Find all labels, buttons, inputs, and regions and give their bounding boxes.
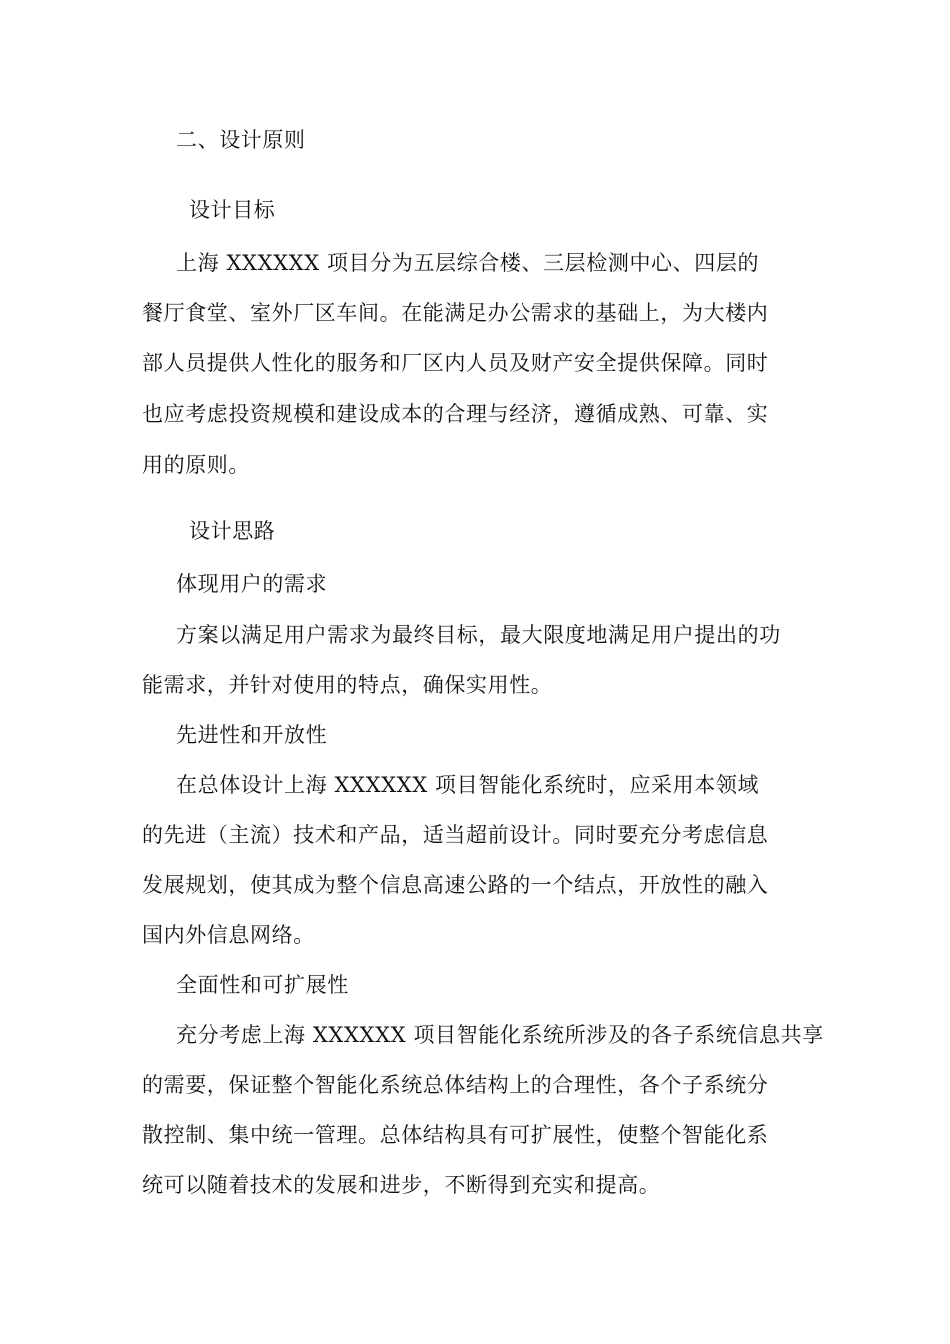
paragraph-line: 国内外信息网络。: [142, 923, 315, 947]
subsection-title-design-approach: 设计思路: [189, 519, 276, 543]
paragraph-line: 充分考虑上海 XXXXXX 项目智能化系统所涉及的各子系统信息共享: [176, 1023, 824, 1047]
paragraph-line: 上海 XXXXXX 项目分为五层综合楼、三层检测中心、四层的: [176, 251, 760, 275]
item-title-advanced-open: 先进性和开放性: [176, 723, 328, 747]
section-heading: 二、设计原则: [176, 128, 306, 152]
subsection-title-design-goal: 设计目标: [189, 198, 276, 222]
paragraph-line: 在总体设计上海 XXXXXX 项目智能化系统时，应采用本领域: [176, 773, 760, 797]
paragraph-line: 能需求，并针对使用的特点，确保实用性。: [142, 673, 553, 697]
paragraph-line: 也应考虑投资规模和建设成本的合理与经济，遵循成熟、可靠、实: [142, 402, 769, 426]
paragraph-line: 的先进（主流）技术和产品，适当超前设计。同时要充分考虑信息: [142, 823, 769, 847]
item-title-user-needs: 体现用户的需求: [176, 572, 328, 596]
paragraph-line: 的需要，保证整个智能化系统总体结构上的合理性，各个子系统分: [142, 1073, 769, 1097]
paragraph-line: 发展规划，使其成为整个信息高速公路的一个结点，开放性的融入: [142, 873, 769, 897]
paragraph-line: 用的原则。: [142, 453, 250, 477]
item-title-comprehensive-extensible: 全面性和可扩展性: [176, 973, 349, 997]
paragraph-line: 散控制、集中统一管理。总体结构具有可扩展性，使整个智能化系: [142, 1123, 769, 1147]
paragraph-line: 方案以满足用户需求为最终目标，最大限度地满足用户提出的功: [176, 623, 781, 647]
paragraph-line: 统可以随着技术的发展和进步，不断得到充实和提高。: [142, 1173, 661, 1197]
paragraph-line: 餐厅食堂、室外厂区车间。在能满足办公需求的基础上，为大楼内: [142, 301, 769, 325]
paragraph-line: 部人员提供人性化的服务和厂区内人员及财产安全提供保障。同时: [142, 351, 769, 375]
